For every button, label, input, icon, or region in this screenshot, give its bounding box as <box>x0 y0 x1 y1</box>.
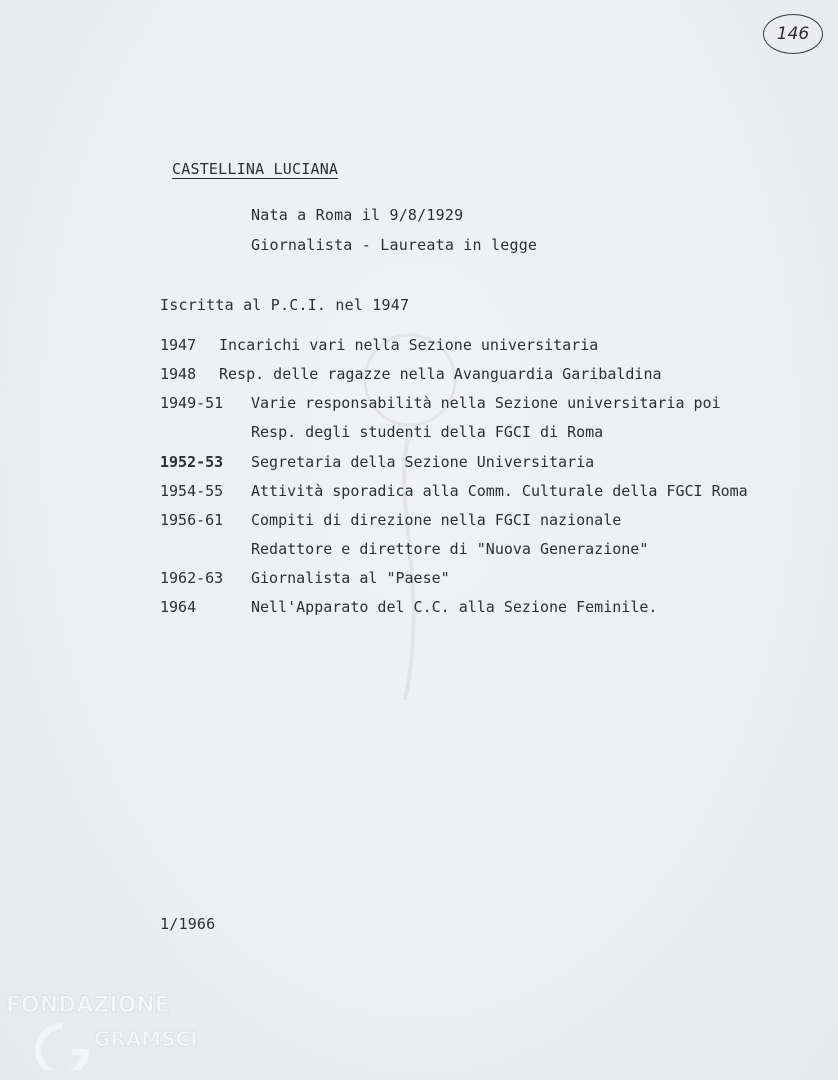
footer-date: 1/1966 <box>160 915 216 933</box>
entry-text: Incarichi vari nella Sezione universitaria <box>219 336 599 354</box>
entry-text: Giornalista al "Paese" <box>251 569 450 587</box>
logo-g-mark <box>38 1026 86 1070</box>
entry-text: Resp. delle ragazze nella Avanguardia Garibaldina <box>219 365 662 383</box>
document-title: CASTELLINA LUCIANA <box>172 160 339 178</box>
logo-line-1: FONDAZIONE <box>6 993 170 1018</box>
birth-info: Nata a Roma il 9/8/1929 <box>251 206 464 224</box>
entry-text-continued: Redattore e direttore di "Nuova Generazione" <box>251 540 649 558</box>
entry-year: 1952-53 <box>160 453 224 471</box>
entry-year: 1948 <box>160 365 197 383</box>
membership-info: Iscritta al P.C.I. nel 1947 <box>160 296 410 314</box>
entry-year: 1947 <box>160 336 197 354</box>
entry-year: 1964 <box>160 598 197 616</box>
entry-text: Attività sporadica alla Comm. Culturale della FGCI Roma <box>251 482 748 500</box>
entry-text: Compiti di direzione nella FGCI nazionale <box>251 511 622 529</box>
entry-year: 1949-51 <box>160 394 224 412</box>
profession-info: Giornalista - Laureata in legge <box>251 236 538 254</box>
entry-text: Varie responsabilità nella Sezione universitaria poi <box>251 394 721 412</box>
fondazione-gramsci-logo-watermark <box>2 990 222 1070</box>
entry-text-continued: Resp. degli studenti della FGCI di Roma <box>251 423 604 441</box>
entry-year: 1962-63 <box>160 569 224 587</box>
entry-year: 1954-55 <box>160 482 224 500</box>
entry-text: Nell'Apparato del C.C. alla Sezione Feminile. <box>251 598 658 616</box>
entry-year: 1956-61 <box>160 511 224 529</box>
entry-text: Segretaria della Sezione Universitaria <box>251 453 595 471</box>
page-number-circled: 146 <box>763 14 823 54</box>
logo-line-2: GRAMSCI <box>94 1027 198 1051</box>
